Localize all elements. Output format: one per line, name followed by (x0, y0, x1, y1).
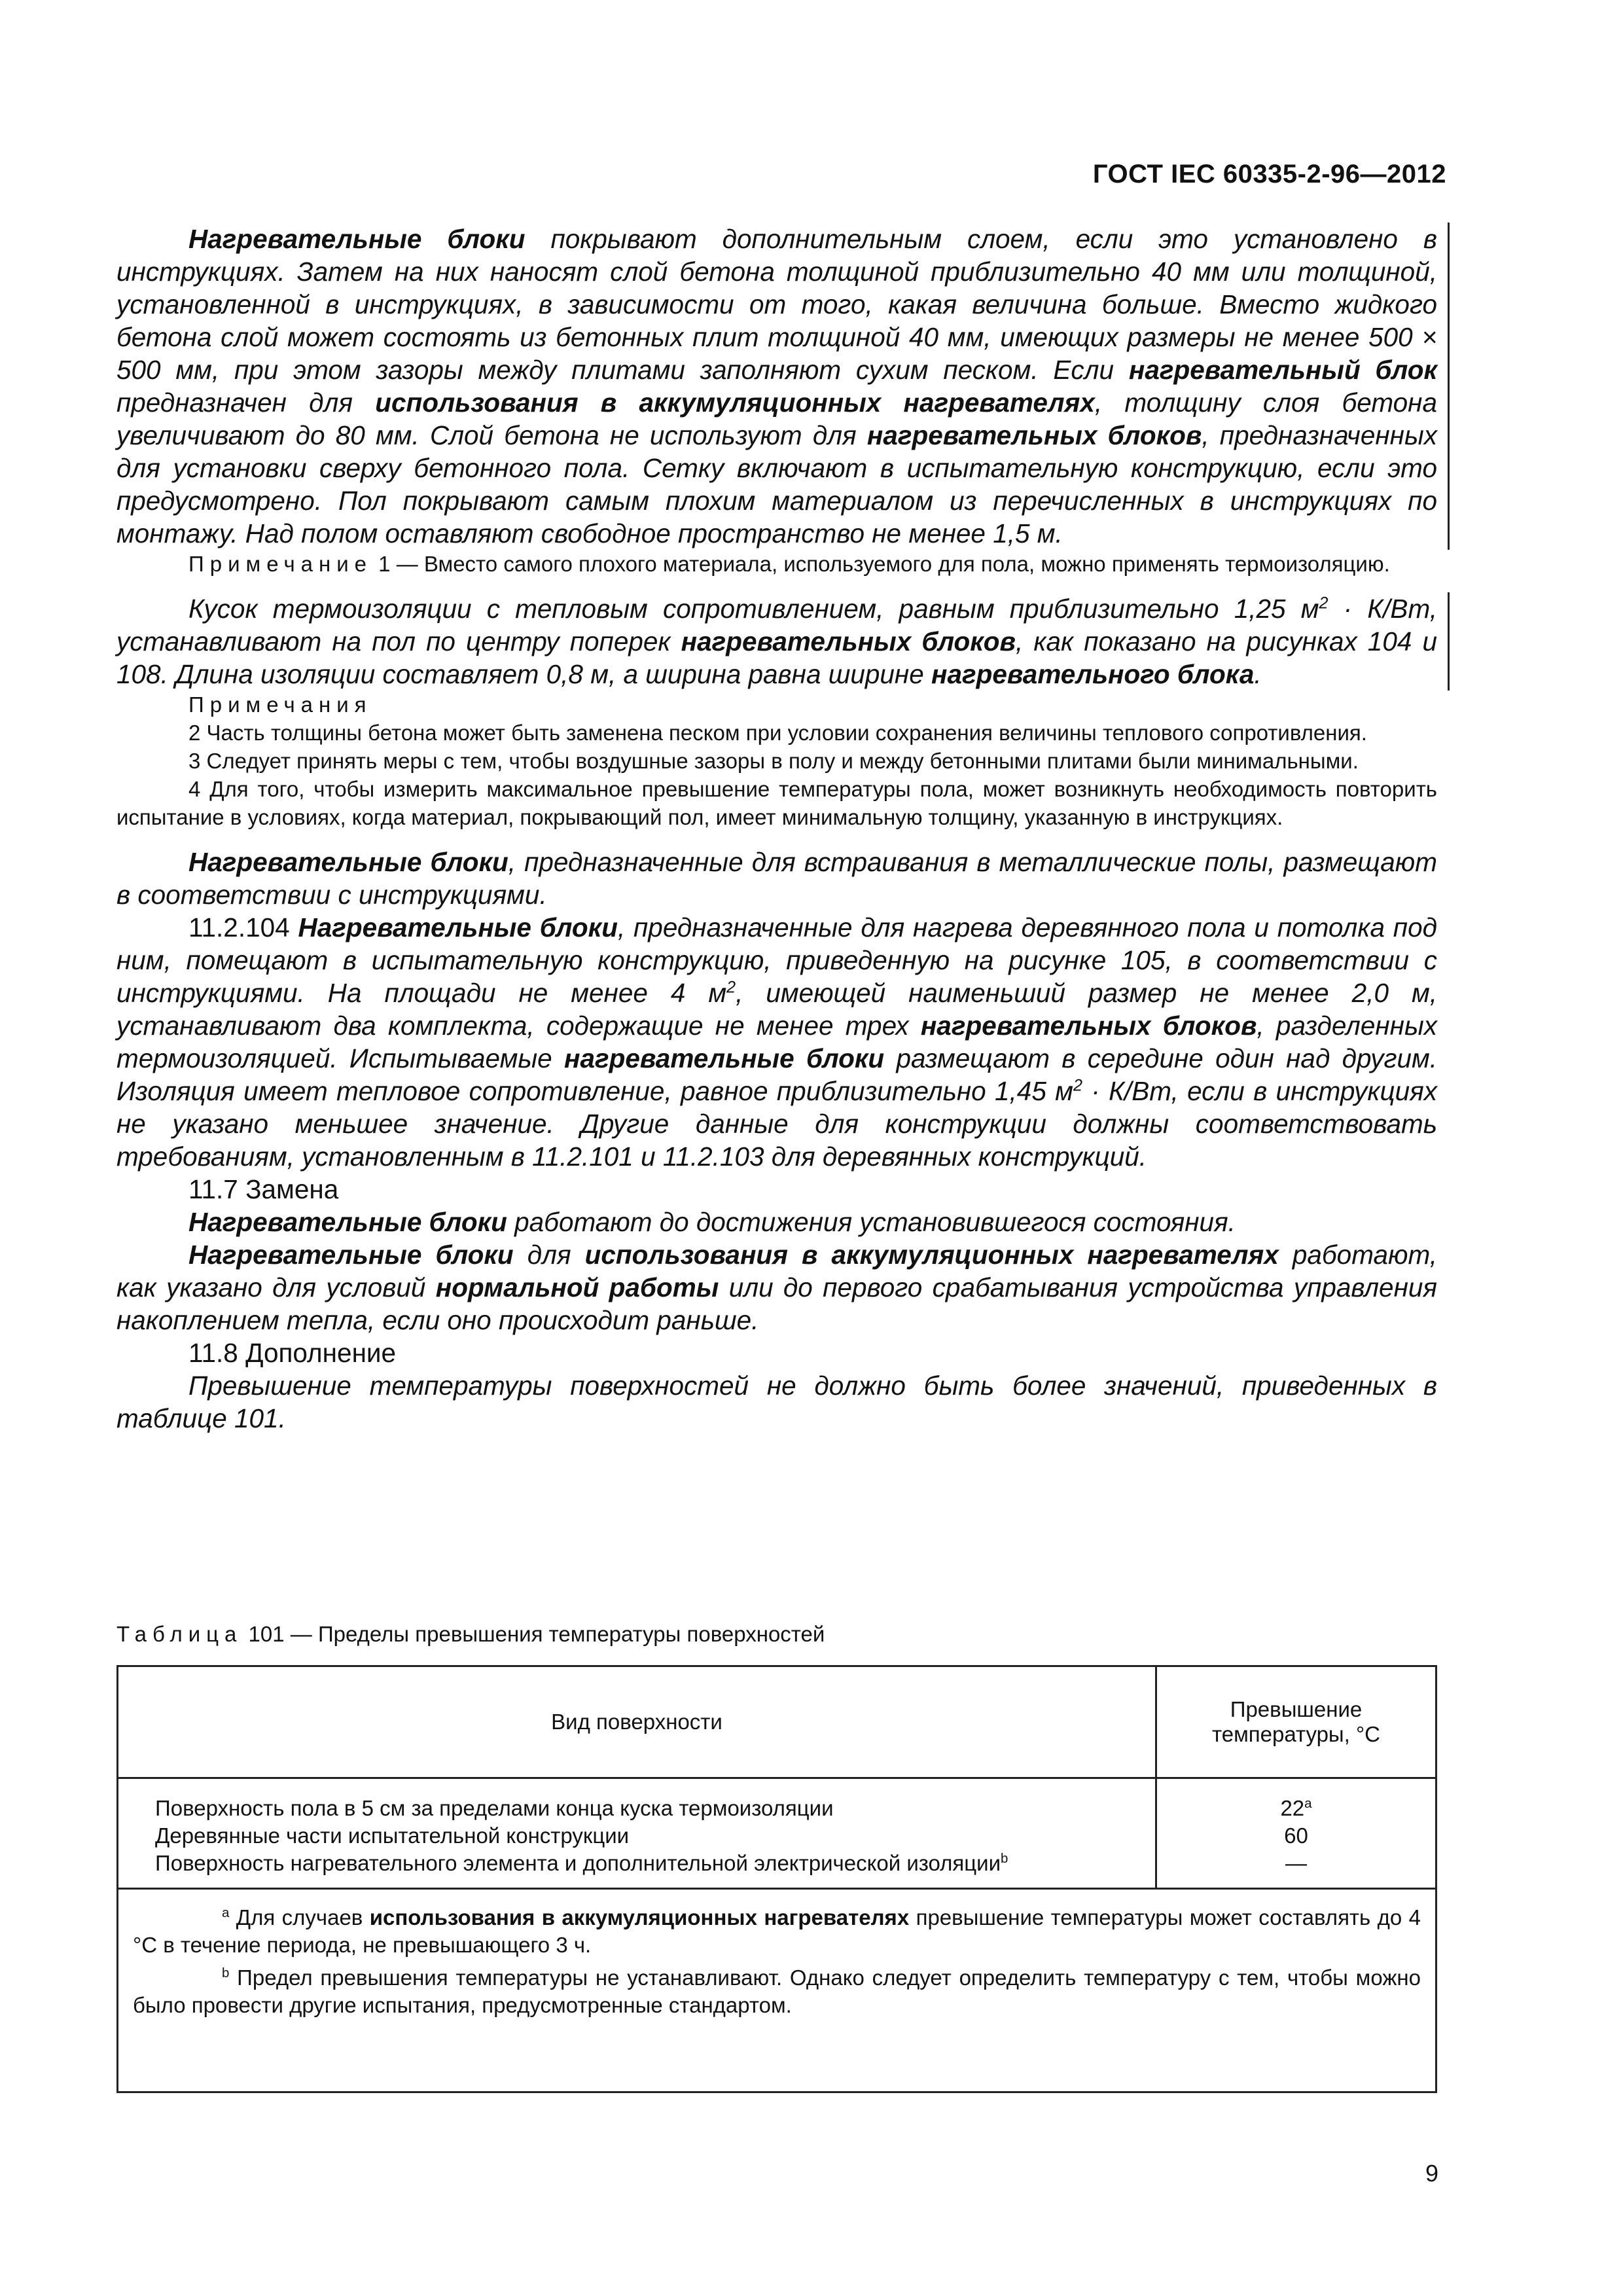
footnote-a: $^a$ Для случаев использования в аккумуляционных нагревателях превышение температуры может составлять до 4 °С в течение периода, не превышающего 3 ч. (133, 1905, 1421, 1957)
notes-heading: Примечания (188, 692, 372, 717)
value-list-cell (1156, 1778, 1436, 1889)
page-content (116, 223, 1437, 1435)
paragraph-concrete-layer: Нагревательные блоки покрывают дополнительным слоем, если это установлено в инструкциях. Затем на них наносят слой бетона толщиной приблизительно 40 мм или толщиной, установленной в инструкциях, в зависимости от того, какая величина больше. Вместо жидкого бетона слой может состоять из бетонных плит толщиной 40 мм, имеющих размеры не менее 500 × 500 мм, при этом зазоры между плитами заполняют сухим песком. Если нагревательный блок предназначен для использования в аккумуляционных нагревателях, толщину слоя бетона увеличивают до 80 мм. Слой бетона не используют для нагревательных блоков, предназначенных для установки сверху бетонного пола. Сетку включают в испытательную конструкцию, если это предусмотрено. Пол покрывают самым плохим материалом из перечисленных в инструкциях по монтажу. Над полом оставляют свободное пространство не менее 1,5 м. (116, 223, 1450, 550)
note-2: 2 Часть толщины бетона может быть заменена песком при условии сохранения величины теплового сопротивления. (188, 721, 1367, 745)
table-row-label: Поверхность нагревательного элемента и дополнительной электрической изоляции$^b$ (155, 1851, 1008, 1875)
table-body-row (118, 1778, 1436, 1889)
paragraph-table-reference: Превышение температуры поверхностей не должно быть более значений, приведенных в таблице 101. (116, 1371, 1437, 1433)
table-row-label: Поверхность пола в 5 см за пределами конца куска термоизоляции (155, 1796, 834, 1820)
table-row-value: 60 (1284, 1823, 1308, 1848)
paragraph-steady-state: Нагревательные блоки работают до достижения установившегося состояния. (188, 1207, 1236, 1237)
clause-11-7-heading: 11.7 Замена (188, 1174, 339, 1204)
table-row-value: 22$^a$ (1280, 1796, 1312, 1820)
table-101 (116, 1665, 1437, 2108)
clause-11-2-104: 11.2.104 Нагревательные блоки, предназначенные для нагрева деревянного пола и потолка под ним, помещают в испытательную конструкцию, приведенную на рисунке 105, в соответствии с инструкциями. На площади не менее 4 $м^2$, имеющей наименьший размер не менее 2,0 м, устанавливают два комплекта, содержащие не менее трех нагревательных блоков, разделенных термоизоляцией. Испытываемые нагревательные блоки размещают в середине один над другим. Изоляция имеет тепловое сопротивление, равное приблизительно 1,45 $м^2 \cdot К/Вт$, если в инструкциях не указано меньшее значение. Другие данные для конструкции должны соответствовать требованиям, установленным в 11.2.101 и 11.2.103 для деревянных конструкций. (116, 912, 1438, 1172)
table-row-value: — (1285, 1851, 1307, 1875)
document-code: ГОСТ IEC 60335-2-96—2012 (1092, 160, 1446, 188)
paragraph-storage-heaters: Нагревательные блоки для использования в аккумуляционных нагревателях работают, как указано для условий нормальной работы или до первого срабатывания устройства управления накоплением тепла, если оно происходит раньше. (116, 1240, 1438, 1335)
table-caption: Таблица 101 — Пределы превышения температуры поверхностей (116, 1622, 825, 1646)
note-1: Примечание 1 — Вместо самого плохого материала, используемого для пола, можно применять термоизоляцию. (188, 552, 1390, 576)
footnotes-cell (118, 1889, 1436, 2092)
column-header-surface: Вид поверхности (118, 1666, 1156, 1778)
column-header-temperature-rise: Превышение температуры, °С (1156, 1666, 1436, 1778)
paragraph-thermal-insulation: Кусок термоизоляции с тепловым сопротивлением, равным приблизительно 1,25 $м^2 \cdot К/Вт$, устанавливают на пол по центру поперек нагревательных блоков, как показано на рисунках 104 и 108. Длина изоляции составляет 0,8 м, а ширина равна ширине нагревательного блока. (116, 592, 1450, 691)
paragraph-metal-floors: Нагревательные блоки, предназначенные для встраивания в металлические полы, размещают в соответствии с инструкциями. (116, 847, 1437, 910)
table-footnote-row (118, 1889, 1436, 2092)
table-header-row (118, 1666, 1436, 1778)
clause-11-8-heading: 11.8 Дополнение (188, 1338, 397, 1368)
table-row-label: Деревянные части испытательной конструкции (155, 1823, 630, 1848)
note-3: 3 Следует принять меры с тем, чтобы воздушные зазоры в полу и между бетонными плитами были минимальными. (188, 749, 1359, 773)
footnote-b: $^b$ Предел превышения температуры не устанавливают. Однако следует определить температуру с тем, чтобы можно было провести другие испытания, предусмотренные стандартом. (133, 1965, 1421, 2017)
note-4: 4 Для того, чтобы измерить максимальное превышение температуры пола, может возникнуть необходимость повторить испытание в условиях, когда материал, покрывающий пол, имеет минимальную толщину, указанную в инструкциях. (116, 777, 1437, 829)
page-number: 9 (1425, 2160, 1438, 2187)
surface-list-cell (118, 1778, 1156, 1889)
